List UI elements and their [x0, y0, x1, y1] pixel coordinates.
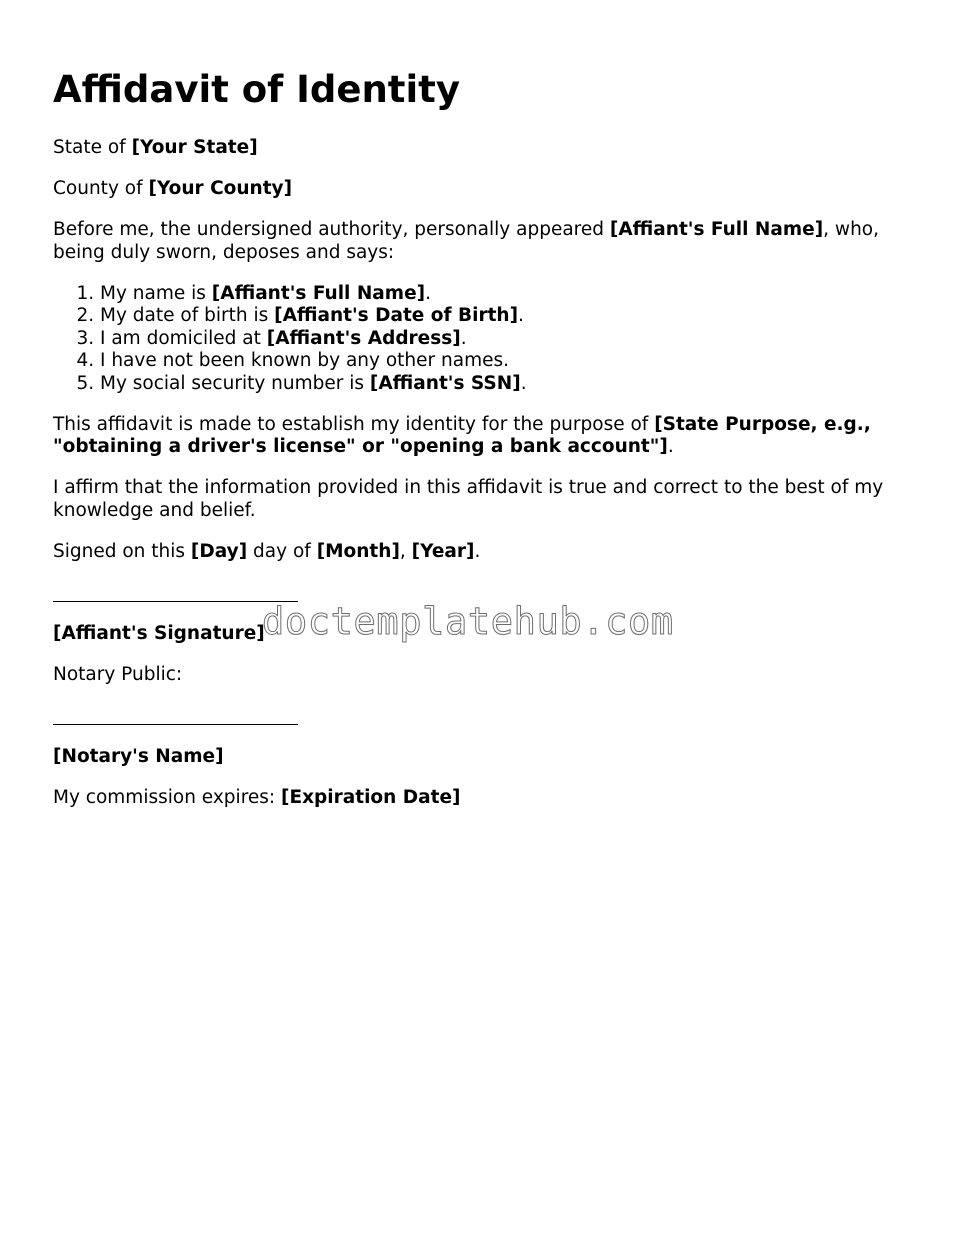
signed-text-4: .: [474, 540, 481, 562]
notary-name-line: [53, 746, 913, 769]
list-item: [100, 373, 913, 396]
item-end: .: [520, 372, 527, 394]
item-placeholder: [Affiant's Date of Birth]: [274, 305, 519, 326]
purpose-end: .: [667, 436, 674, 457]
county-label: County of: [53, 178, 149, 199]
notary-name-placeholder: [Notary's Name]: [53, 745, 224, 767]
list-item: [100, 328, 913, 351]
affidavit-document: [53, 64, 913, 828]
intro-text-start: Before me, the undersigned authority, personally appeared: [53, 219, 610, 240]
signed-date-line: [53, 541, 913, 564]
commission-date-placeholder: [Expiration Date]: [281, 786, 461, 808]
item-placeholder: [Affiant's SSN]: [369, 372, 521, 394]
state-placeholder: [Your State]: [131, 137, 258, 158]
signed-text-1: Signed on this: [53, 540, 191, 562]
item-text: I am domiciled at: [100, 327, 267, 349]
affirmation-paragraph: I affirm that the information provided in this affidavit is true and correct to the best of my knowledge and belief.: [53, 477, 884, 521]
notary-signature-line: [53, 705, 913, 728]
notary-public-label: Notary Public:: [53, 663, 183, 685]
affiant-signature-placeholder: [Affiant's Signature]: [53, 622, 265, 644]
signed-text-2: day of: [247, 540, 317, 562]
year-placeholder: [Year]: [411, 540, 475, 562]
list-item: [100, 350, 913, 373]
item-placeholder: [Affiant's Address]: [266, 327, 461, 349]
watermark-text: doctemplatehub.com: [262, 600, 674, 643]
purpose-text: This affidavit is made to establish my identity for the purpose of: [53, 413, 655, 435]
commission-label: My commission expires:: [53, 786, 282, 808]
list-item: [100, 283, 913, 306]
item-text: My social security number is: [100, 372, 370, 394]
commission-line: [53, 787, 913, 810]
state-label: State of: [53, 137, 132, 158]
item-end: .: [460, 327, 467, 349]
list-item: [100, 305, 913, 328]
item-text: My date of birth is: [100, 305, 275, 326]
signature-rule: [53, 724, 298, 725]
purpose-placeholder: [State Purpose, e.g., "obtaining a driver's license" or "opening a bank account"]: [53, 413, 871, 457]
affiant-name-placeholder: [Affiant's Full Name]: [609, 219, 824, 240]
item-placeholder: [Affiant's Full Name]: [211, 282, 426, 304]
month-placeholder: [Month]: [316, 540, 400, 562]
item-end: .: [425, 282, 431, 304]
county-line: [53, 178, 913, 201]
intro-paragraph: [53, 219, 913, 264]
item-text: My name is: [100, 282, 212, 304]
item-text: I have not been known by any other names.: [100, 350, 510, 371]
state-line: [53, 137, 913, 160]
item-end: .: [518, 305, 524, 326]
document-title: Affidavit of Identity: [53, 68, 460, 111]
signed-text-3: ,: [399, 540, 412, 562]
county-placeholder: [Your County]: [148, 178, 293, 199]
intro-text-end: , who, being duly sworn, deposes and says:: [53, 219, 879, 263]
declarations-list: [53, 283, 913, 396]
purpose-paragraph: [53, 414, 913, 459]
day-placeholder: [Day]: [190, 540, 248, 562]
